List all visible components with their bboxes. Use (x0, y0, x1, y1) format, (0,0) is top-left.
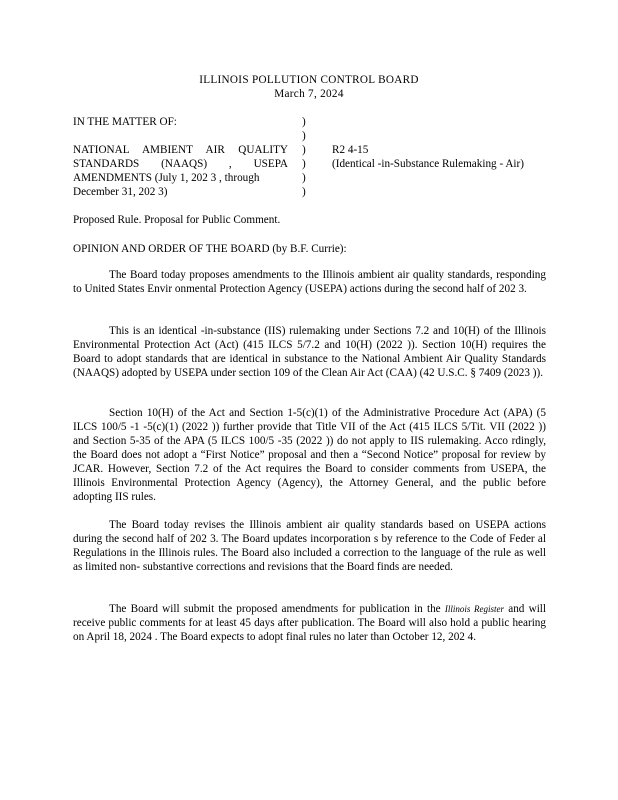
paragraph: The Board will submit the proposed amendments for publication in the Illinois Register and will receive public comments for at least 45 days after publication. The Board will also hold a public hearing on April 18, 2024 . The Board expects to adopt final rules no later than October 12, 202 4. (73, 603, 547, 643)
docket-description: (Identical -in-Substance Rulemaking - Air) (332, 158, 524, 170)
paragraph: The Board today revises the Illinois ambient air quality standards based on USEPA actions during the second half of 202 3. The Board updates incorporation s by reference to the Code of Feder al Regulations in the Illinois rules. The Board also included a correction to the language of the rule as well as limited non- substantive corrections and revisions that the Board finds are needed. (73, 519, 546, 573)
caption-parentheses: ) ) ) ) ) ) (302, 116, 306, 198)
proposed-rule-line: Proposed Rule. Proposal for Public Comment. (73, 214, 281, 226)
docket-number: R2 4-15 (332, 144, 369, 156)
caption-title-line: STANDARDS (NAAQS) , USEPA (73, 158, 288, 170)
case-caption-right (332, 143, 524, 171)
opinion-heading: OPINION AND ORDER OF THE BOARD (by B.F. Currie): (73, 243, 347, 255)
document-header (0, 73, 618, 101)
document-date: March 7, 2024 (274, 88, 344, 100)
paragraph: Section 10(H) of the Act and Section 1-5(c)(1) of the Administrative Procedure Act (APA) (5 ILCS 100/5 -1 -5(c)(1) (2022 )) further provide that Title VII of the Act (415 ILCS 5/Tit. VII (2022 )) and Section 5-35 of the APA (5 ILCS 100/5 -35 (2022 )) do not apply to IIS rulemaking. Acco rdingly, the Board does not adopt a “First Notice” proposal and then a “Second Notice” proposal for review by JCAR. However, Section 7.2 of the Act requires the Board to consider comments from USEPA, the Illinois Environmental Protection Agency (Agency), the Attorney General, and the public before adopting IIS rules. (73, 407, 546, 503)
caption-title-line: AMENDMENTS (July 1, 202 3 , through (73, 172, 260, 184)
paragraph: This is an identical -in-substance (IIS) rulemaking under Sections 7.2 and 10(H) of the Illinois Environmental Protection Act (Act) (415 ILCS 5/7.2 and 10(H) (2022 )). Section 10(H) requires the Board to adopt standards that are identical in substance to the National Ambient Air Quality Standards (NAAQS) adopted by USEPA under section 109 of the Clean Air Act (CAA) (42 U.S.C. § 7409 (2023 )). (73, 325, 546, 379)
in-the-matter-of: IN THE MATTER OF: (73, 116, 177, 128)
paragraph: The Board today proposes amendments to the Illinois ambient air quality standards, responding to United States Envir onmental Protection Agency (USEPA) actions during the second half of 202 3. (73, 269, 546, 295)
board-name: ILLINOIS POLLUTION CONTROL BOARD (199, 74, 419, 86)
illinois-register-title: Illinois Register (444, 604, 505, 614)
caption-title-line: NATIONAL AMBIENT AIR QUALITY (73, 144, 288, 156)
caption-title-line: December 31, 202 3) (73, 186, 168, 198)
case-caption-left (73, 115, 288, 199)
